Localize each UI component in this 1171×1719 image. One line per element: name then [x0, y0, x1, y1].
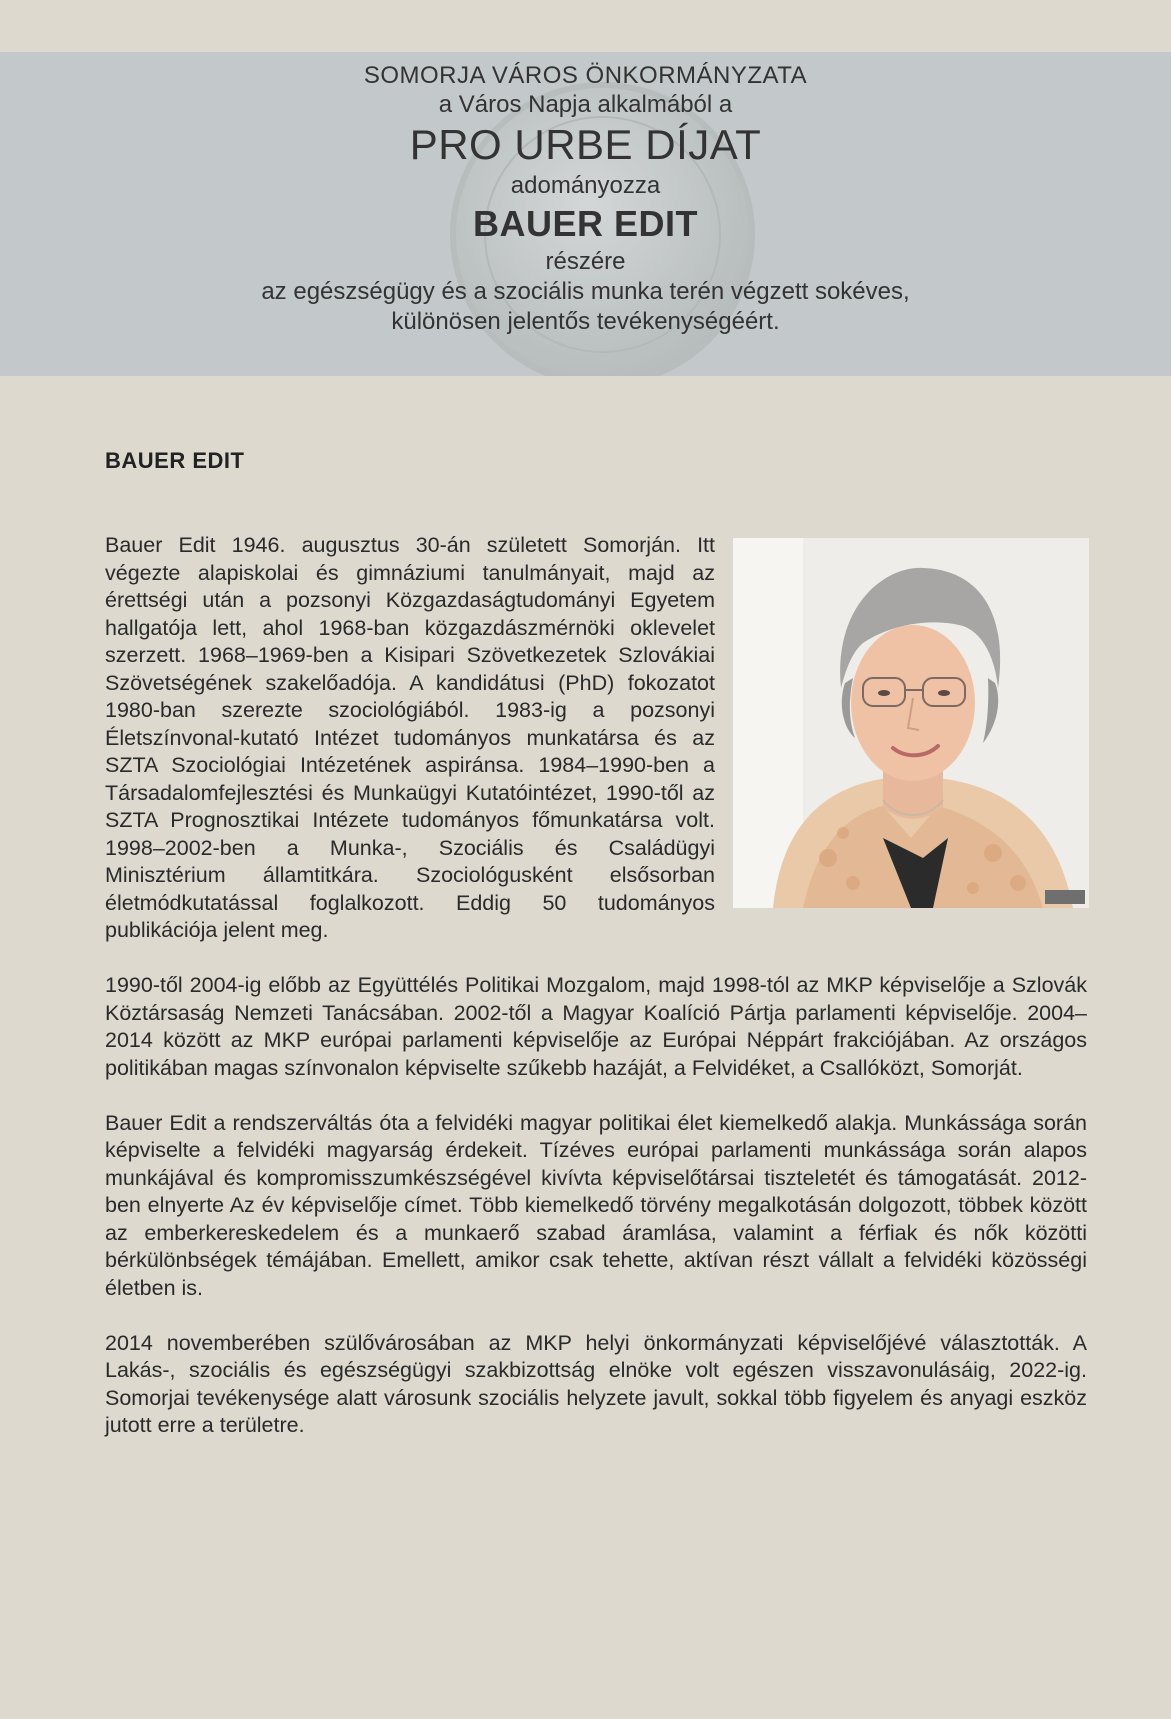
banner-award-title: PRO URBE DÍJAT	[409, 121, 762, 168]
banner-reason-2: különösen jelentős tevékenységéért.	[391, 308, 780, 335]
banner-occasion: a Város Napja alkalmából a	[438, 91, 733, 118]
section-heading: BAUER EDIT	[105, 448, 245, 473]
banner-issuer: SOMORJA VÁROS ÖNKORMÁNYZATA	[363, 62, 808, 89]
banner-verb: adományozza	[510, 172, 661, 199]
bio-paragraph-2: 1990-től 2004-ig előbb az Együttélés Politikai Mozgalom, majd 1998-tól az MKP képviselője a Szlovák Köztársaság Nemzeti Tanácsában. 2002-től a Magyar Koalíció Pártja parlamenti képviselője. 2004–2014 között az MKP európai parlamenti képviselője az Európai Néppárt frakciójában. Az országos politikában magas színvonalon képviselte szűkebb hazáját, a Felvidéket, a Csallóközt, Somorját.	[105, 973, 1087, 1080]
banner-text	[0, 52, 1171, 337]
banner-recipient: BAUER EDIT	[472, 203, 698, 244]
award-banner	[0, 52, 1171, 376]
bio-paragraph-1: Bauer Edit 1946. augusztus 30-án született Somorján. Itt végezte alapiskolai és gimnáziumi tanulmányait, majd az érettségi után a pozsonyi Közgazdaságtudományi Egyetem hallgatója lett, ahol 1968-ban közgazdászmérnöki oklevelet szerzett. 1968–1969-ben a Kisipari Szövetkezetek Szlovákiai Szövetségének szakelőadója. A kandidátusi (PhD) fokozatot 1980-ban szerezte szociológiából. 1983-ig a pozsonyi Életszínvonal-kutató Intézet tudományos munkatársa és az SZTA Szociológiai Intézetének aspiránsa. 1984–1990-ben a Társadalomfejlesztési és Munkaügyi Kutatóintézet, 1990-től az SZTA Prognosztikai Intézete tudományos főmunkatársa volt. 1998–2002-ben a Munka-, Szociális és Családügyi Minisztérium államtitkára. Szociológusként elsősorban életmódkutatással foglalkozott. Eddig 50 tudományos publikációja jelent meg.	[105, 533, 715, 942]
banner-reason-1: az egészségügy és a szociális munka terén végzett sokéves,	[261, 278, 910, 305]
bio-paragraph-4: 2014 novemberében szülővárosában az MKP helyi önkormányzati képviselőjévé választották. A Lakás-, szociális és egészségügyi szakbizottság elnöke volt egészen visszavonulásáig, 2022-ig. Somorjai tevékenysége alatt városunk szociális helyzete javult, sokkal több figyelem és anyagi eszköz jutott erre a területre.	[105, 1330, 1087, 1437]
biography-text	[105, 532, 1087, 1467]
bio-paragraph-3: Bauer Edit a rendszerváltás óta a felvidéki magyar politikai élet kiemelkedő alakja. Munkássága során képviselte a felvidéki magyarság érdekeit. Tízéves európai parlamenti munkássága során alapos munkájával és kompromisszumkészségével kivívta képviselőtársai tiszteletét és támogatását. 2012-ben elnyerte Az év képviselője címet. Több kiemelkedő törvény megalkotásán dolgozott, többek között az emberkereskedelem és a munkaerő szabad áramlása, valamint a férfiak és nők közötti bérkülönbségek témájában. Emellett, amikor csak tehette, aktívan részt vállalt a felvidéki közösségi életben is.	[105, 1110, 1087, 1300]
banner-for: részére	[545, 248, 626, 275]
